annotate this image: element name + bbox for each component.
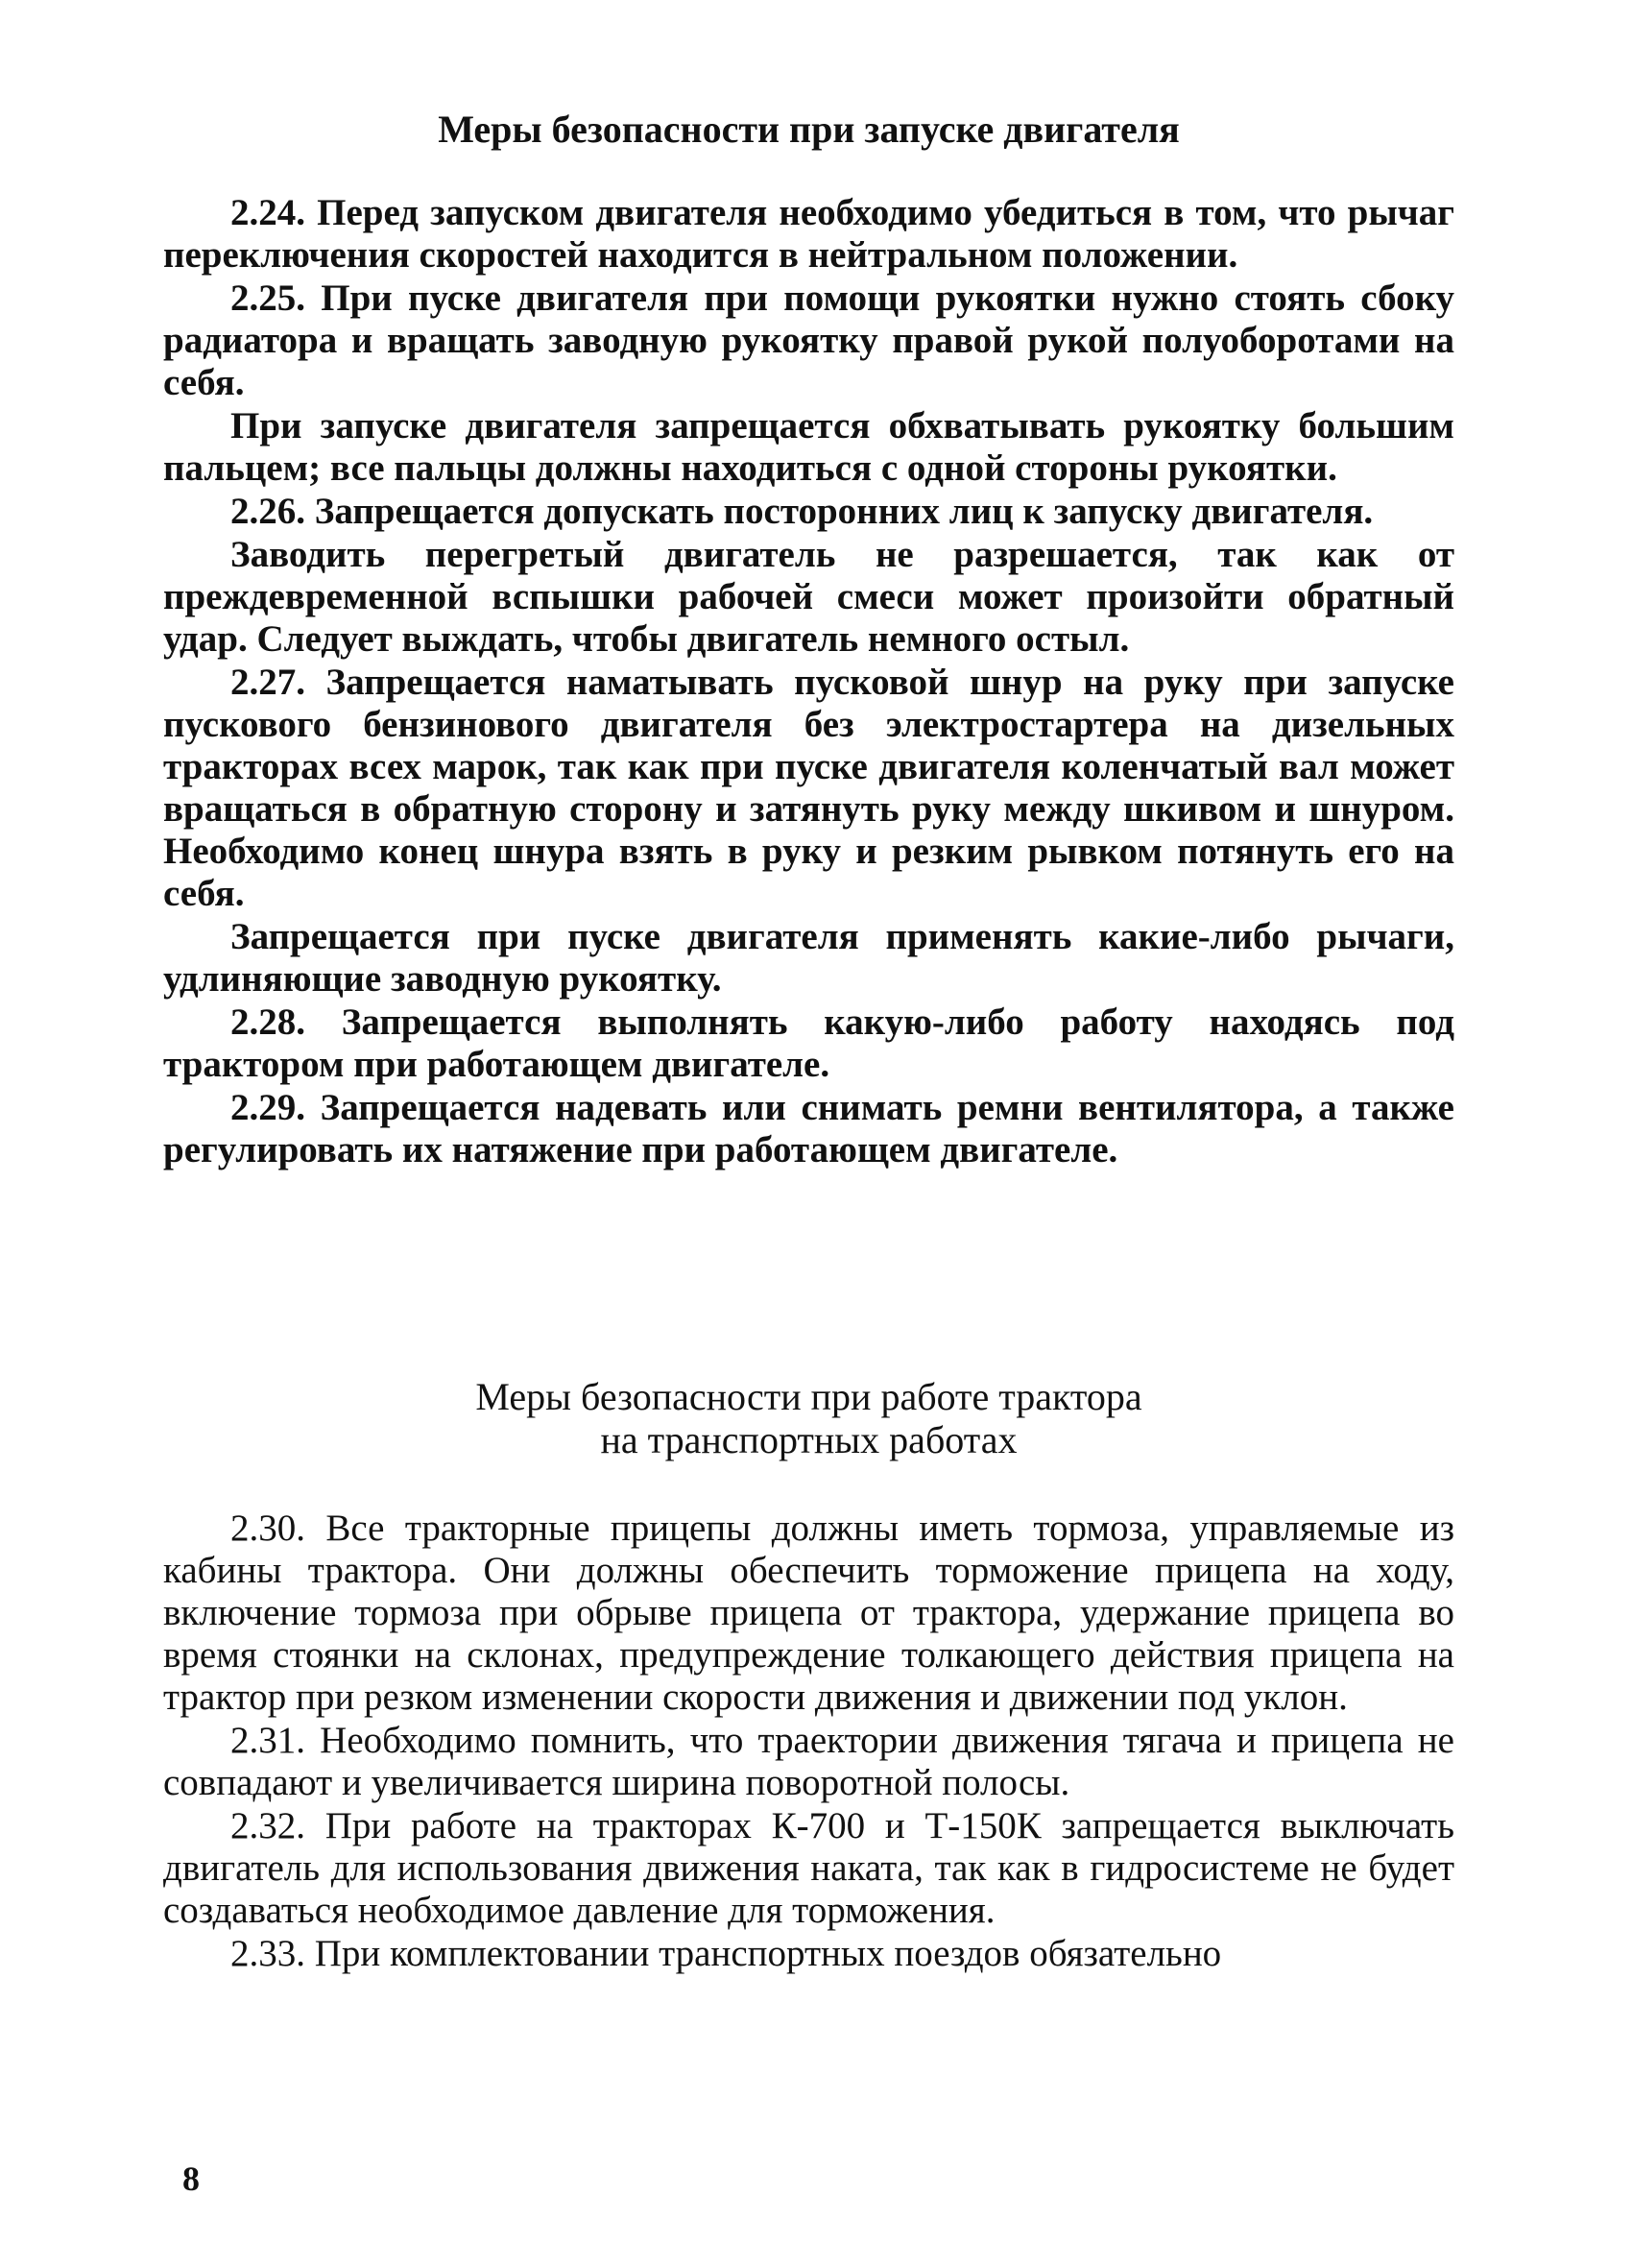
- paragraph-2-24: 2.24. Перед запуском двигателя необходимо убедиться в том, что рычаг переключения скоростей находится в нейтральном положении.: [163, 192, 1454, 276]
- paragraph-2-29: 2.29. Запрещается надевать или снимать ремни вентилятора, а также регулировать их натяжение при работающем двигателе.: [163, 1087, 1454, 1170]
- paragraph-2-33: 2.33. При комплектовании транспортных поездов обязательно: [230, 1933, 1222, 1974]
- section-heading-transport: [163, 1375, 1454, 1461]
- section-body-engine-start: [163, 192, 1454, 1172]
- paragraph-2-28: 2.28. Запрещается выполнять какую-либо работу находясь под трактором при работающем двигателе.: [163, 1001, 1454, 1085]
- section-heading-transport-line1: Меры безопасности при работе трактора: [475, 1375, 1142, 1418]
- paragraph-2-27-note: Запрещается при пуске двигателя применять какие-либо рычаги, удлиняющие заводную рукоятку.: [163, 916, 1454, 1000]
- paragraph-2-26: 2.26. Запрещается допускать посторонних лиц к запуску двигателя.: [230, 491, 1374, 532]
- paragraph-2-26-note: Заводить перегретый двигатель не разрешается, так как от преждевременной вспышки рабочей смеси может произойти обратный удар. Следует выждать, чтобы двигатель немного остыл.: [163, 534, 1454, 660]
- paragraph-2-27: 2.27. Запрещается наматывать пусковой шнур на руку при запуске пускового бензинового двигателя без электростартера на дизельных тракторах всех марок, так как при пуске двигателя коленчатый вал может вращаться в обратную сторону и затянуть руку между шкивом и шнуром. Необходимо конец шнура взять в руку и резким рывком потянуть его на себя.: [163, 662, 1454, 914]
- paragraph-2-30: 2.30. Все тракторные прицепы должны иметь тормоза, управляемые из кабины трактора. Они должны обеспечить торможение прицепа на ходу, включение тормоза при обрыве прицепа от трактора, удержание прицепа во время стоянки на склонах, предупреждение толкающего действия прицепа на трактор при резком изменении скорости движения и движении под уклон.: [163, 1508, 1454, 1718]
- section-heading-engine-start: Меры безопасности при запуске двигателя: [438, 108, 1180, 151]
- paragraph-2-25-note: При запуске двигателя запрещается обхватывать рукоятку большим пальцем; все пальцы должны находиться с одной стороны рукоятки.: [163, 405, 1454, 489]
- section-body-transport: [163, 1508, 1454, 1976]
- paragraph-2-25: 2.25. При пуске двигателя при помощи рукоятки нужно стоять сбоку радиатора и вращать заводную рукоятку правой рукой полуоборотами на себя.: [163, 277, 1454, 403]
- document-page: [163, 0, 1454, 2268]
- section-heading-transport-line2: на транспортных работах: [600, 1418, 1018, 1461]
- page-number: 8: [182, 2159, 200, 2198]
- paragraph-2-31: 2.31. Необходимо помнить, что траектории движения тягача и прицепа не совпадают и увеличивается ширина поворотной полосы.: [163, 1720, 1454, 1803]
- paragraph-2-32: 2.32. При работе на тракторах К-700 и Т-150К запрещается выключать двигатель для использования движения наката, так как в гидросистеме не будет создаваться необходимое давление для торможения.: [163, 1805, 1454, 1931]
